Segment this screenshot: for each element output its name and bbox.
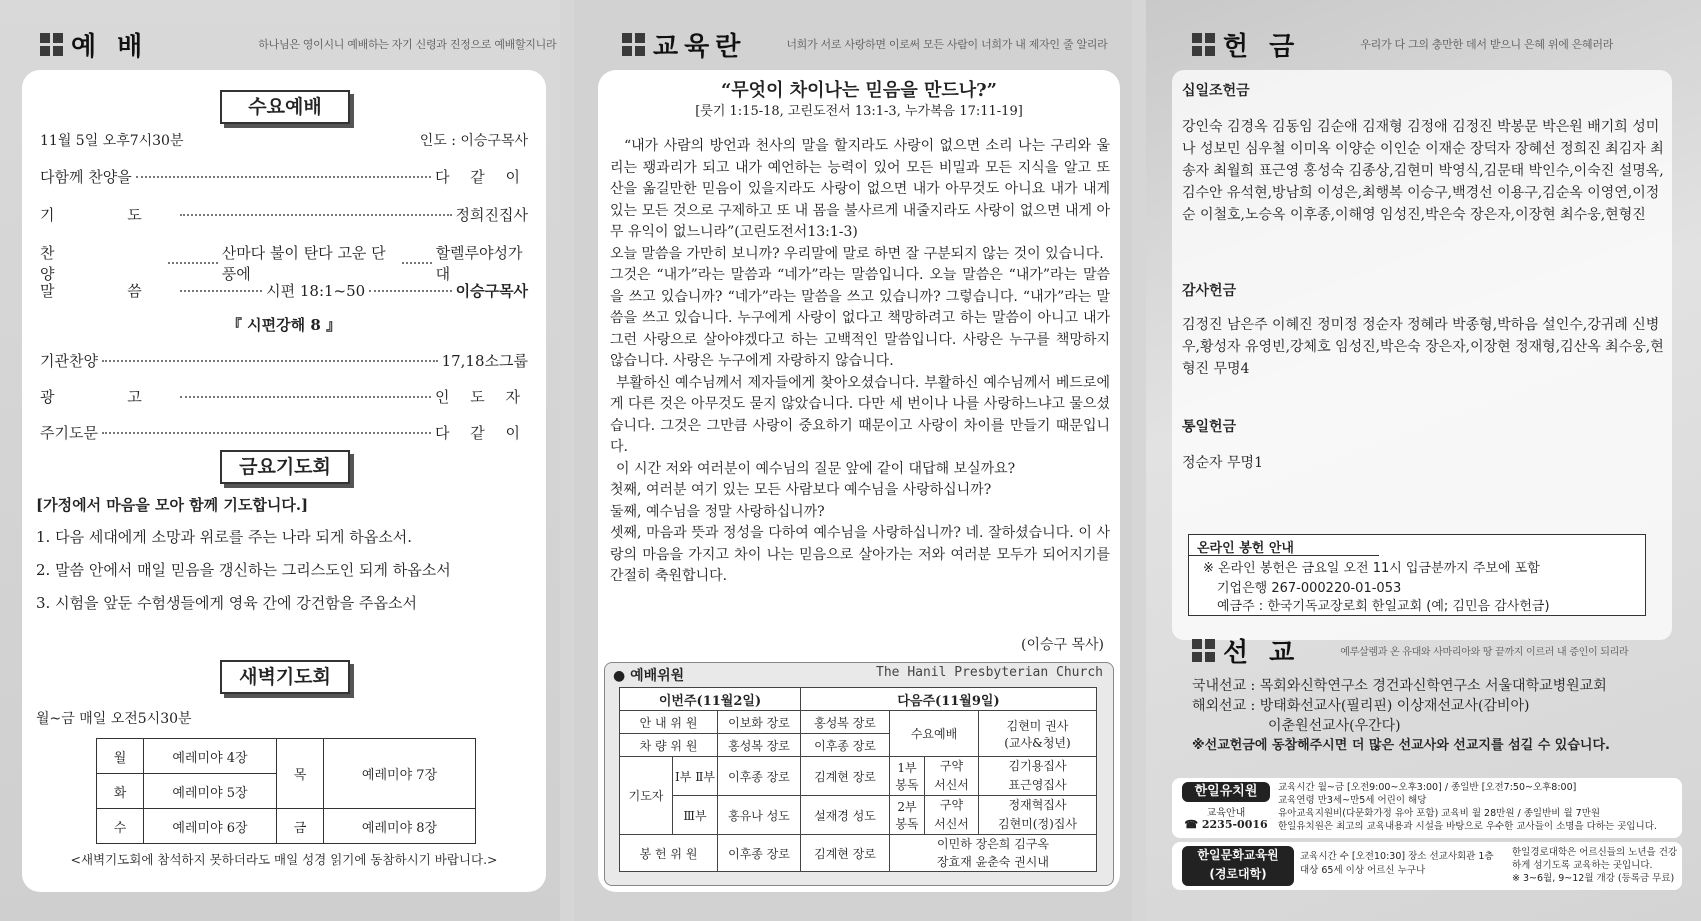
prayer-item: 1. 다음 세대에게 소망과 위로를 주는 나라 되게 하옵소서. — [36, 528, 413, 546]
senior-line: ※ 3~6월, 9~12월 개강 (등록금 무료) — [1512, 873, 1675, 884]
thanks-title: 감사헌금 — [1182, 283, 1237, 299]
senior-tag — [1182, 846, 1294, 886]
education-card — [598, 70, 1120, 892]
order-label: 말 씀 — [40, 282, 176, 300]
day-cell: 목 — [277, 739, 324, 809]
senior-box — [1172, 842, 1682, 890]
part-label: 1부 봉독 — [895, 761, 919, 792]
table-row — [620, 796, 1097, 835]
sermon-paragraph: 셋째, 마음과 뜻과 정성을 다하여 예수님을 사랑하십니까? 네. 잘하셨습니다. 이 사랑의 마음을 가지고 차이 나는 믿음으로 살아가는 저와 여러분 모두가 되어지기를 간절히 축원합니다. — [610, 525, 1110, 584]
offering-title: 헌 금 — [1223, 31, 1301, 62]
offering-subtitle: 우리가 다 그의 충만한 데서 받으니 은혜 위에 은혜러라 — [1360, 38, 1614, 51]
reader-name: 김현미(정)집사 — [998, 817, 1077, 831]
senior-line: 교육시간 수 [오전10:30] 장소 선교사회관 1층 — [1300, 851, 1494, 862]
wednesday-date: 11월 5일 오후7시30분 — [40, 133, 184, 149]
order-value: 다 같 이 — [434, 424, 528, 442]
suyo-name: 김현미 권사 — [1006, 718, 1069, 733]
grid-icon — [1192, 33, 1215, 56]
reading-cell — [890, 757, 979, 796]
online-holder: 예금주 : 한국기독교장로회 한일교회 (예; 김민음 감사헌금) — [1217, 599, 1550, 614]
mission-header — [1192, 630, 1628, 670]
committee-title: ● 예배위원 — [613, 668, 685, 684]
order-value: 이승구목사 — [455, 282, 529, 300]
worship-subtitle: 하나님은 영이시니 예배하는 자기 신령과 진정으로 예배할지니라 — [258, 38, 557, 51]
role-cell: 수요예배 — [890, 711, 979, 757]
reading-role: 서신서 — [934, 778, 969, 792]
name-cell: 이후종 장로 — [718, 835, 801, 872]
order-item — [40, 422, 528, 443]
grid-icon — [1192, 639, 1215, 662]
name-cell — [890, 835, 1097, 872]
name-cell — [979, 796, 1097, 835]
kinder-sub: 교육안내 — [1206, 808, 1246, 819]
table-row — [97, 739, 476, 774]
senior-tag-line: (경로대학) — [1209, 867, 1267, 881]
senior-line: 대상 65세 이상 어르신 누구나 — [1300, 865, 1426, 876]
worship-title: 예 배 — [71, 31, 149, 62]
day-cell: 금 — [277, 809, 324, 844]
order-value: 정희진집사 — [455, 206, 528, 224]
part-label: 2부 봉독 — [895, 800, 919, 831]
overseas-mission: 이춘원선교사(우간다) — [1268, 718, 1401, 734]
sermon-paragraph: 이 시간 저와 여러분이 예수님의 질문 앞에 같이 대답해 보실까요? — [616, 460, 1016, 477]
name-cell: 홍성복 장로 — [801, 711, 890, 734]
online-box — [1188, 534, 1646, 616]
kinder-info — [1278, 781, 1657, 833]
name-cell: 홍성복 장로 — [718, 734, 801, 757]
name-cell: 이후종 장로 — [801, 734, 890, 757]
dawn-schedule — [96, 738, 476, 844]
sermon-paragraph: 둘째, 예수님을 정말 사랑하십니까? — [610, 503, 825, 520]
senior-info — [1300, 850, 1494, 878]
reader-name: 김기용집사 — [1008, 759, 1067, 773]
online-note: ※ 온라인 봉헌은 금요일 오전 11시 입금분까지 주보에 포함 — [1203, 561, 1540, 576]
kinder-line: 교육시간 월~금 [오전9:00~오후3:00] / 종일반 [오전7:50~오후8:00] — [1278, 782, 1577, 793]
unity-title: 통일헌금 — [1182, 419, 1237, 435]
worship-header — [40, 24, 556, 64]
order-mid: 산마다 불이 탄다 고운 단풍에 — [221, 244, 386, 283]
order-label: 광 고 — [40, 388, 176, 406]
reading-cell: 예레미야 5장 — [144, 774, 277, 809]
mission-list — [1192, 676, 1610, 756]
sermon-heading: “무엇이 차이나는 믿음을 만드나?” — [720, 80, 998, 101]
table-row — [620, 835, 1097, 872]
prayer-item: 2. 말씀 안에서 매일 믿음을 갱신하는 그리스도인 되게 하옵소서 — [36, 561, 451, 579]
offering-area — [1172, 70, 1672, 640]
order-label: 기관찬양 — [40, 352, 98, 370]
order-item — [40, 204, 528, 225]
reading-role: 구약 — [939, 798, 964, 812]
wednesday-title: 수요예배 — [220, 90, 350, 124]
order-label: 기 도 — [40, 206, 176, 224]
dawn-time: 월~금 매일 오전5시30분 — [36, 711, 192, 727]
table-row — [620, 711, 1097, 734]
wednesday-leader: 인도 : 이승구목사 — [419, 133, 528, 149]
sub-cell: Ⅲ부 — [673, 796, 718, 835]
role-cell: 안 내 위 원 — [620, 711, 718, 734]
order-value: 인 도 자 — [434, 388, 528, 406]
reading-roles — [924, 796, 978, 834]
sermon-signature: (이승구 목사) — [1021, 637, 1104, 653]
overseas-mission: 해외선교 : 방태화선교사(필리핀) 이상재선교사(감비아) — [1192, 698, 1530, 714]
domestic-mission: 국내선교 : 목회와신학연구소 경건과신학연구소 서울대학교병원교회 — [1192, 678, 1607, 694]
name-cell: 김계현 장로 — [801, 757, 890, 796]
order-value: 17,18소그룹 — [441, 352, 528, 370]
mission-note: ※선교헌금에 동참해주시면 더 많은 선교사와 선교지를 섬길 수 있습니다. — [1192, 738, 1610, 753]
sermon-paragraph: 오늘 말씀을 가만히 보니까? 우리말에 말로 하면 잘 구분되지 않는 것이 있습니다. — [610, 245, 1104, 262]
offering-header — [1192, 24, 1613, 64]
reader-name: 정재혁집사 — [1008, 798, 1067, 812]
kinder-tag: 한일유치원 — [1182, 782, 1270, 802]
sub-cell: Ⅰ부 Ⅱ부 — [673, 757, 718, 796]
kinder-phone: ☎ 2235-0016 — [1184, 818, 1268, 831]
kinder-box — [1172, 778, 1682, 838]
usher-names: 장효재 윤춘숙 권시내 — [937, 855, 1049, 869]
name-cell — [979, 711, 1097, 757]
reading-cell — [890, 796, 979, 835]
committee-table — [619, 687, 1097, 872]
mission-subtitle: 예루살렘과 온 유대와 사마리아와 땅 끝까지 이르러 내 증인이 되리라 — [1340, 646, 1629, 658]
day-cell: 수 — [97, 809, 144, 844]
dawn-title: 새벽기도회 — [220, 660, 350, 694]
kinder-line: 유아교육지원비(다문화가정 유아 포함) 교육비 월 28만원 / 종일반비 월 7만원 — [1278, 808, 1601, 819]
sermon-paragraph: 부활하신 예수님께서 제자들에게 찾아오셨습니다. 부활하신 예수님께서 베드로에게 다른 것은 아무것도 묻지 않았습니다. 다만 세 번이나 나를 사랑하느냐고 물으셨습니다. 그것은 그만큼 사랑이 중요하기 때문이고 사랑이 차이를 만들기 때문입니다. — [610, 374, 1110, 455]
order-item — [40, 386, 528, 407]
sermon-body — [610, 136, 1110, 588]
order-item — [40, 166, 528, 187]
grid-icon — [40, 33, 63, 56]
worship-card — [22, 70, 546, 892]
sermon-title: 『 시편강해 8 』 — [226, 316, 342, 334]
tithe-title: 십일조헌금 — [1182, 83, 1250, 99]
day-cell: 월 — [97, 739, 144, 774]
role-cell: 봉 헌 위 원 — [620, 835, 718, 872]
name-cell: 이보화 장로 — [718, 711, 801, 734]
prayer-item: 3. 시험을 앞둔 수험생들에게 영육 간에 강건함을 주옵소서 — [36, 594, 417, 612]
next-week-header: 다음주(11월9일) — [801, 688, 1097, 711]
this-week-header: 이번주(11월2일) — [620, 688, 801, 711]
order-mid: 시편 18:1~50 — [266, 282, 366, 300]
name-cell — [979, 757, 1097, 796]
reader-name: 표근영집사 — [1008, 778, 1067, 792]
name-cell: 홍유나 성도 — [718, 796, 801, 835]
sermon-paragraph: 그것은 “내가”라는 말씀과 “네가”라는 말씀입니다. 오늘 말씀은 “내가”라는 말씀을 쓰고 있습니까? “네가”라는 말씀을 쓰고 있습니까? 그렇습니다. “내가”라는 말씀을 쓰고 있습니다. 누구에게 사랑이 없다고 책망하려고 하는 말씀이 아니고 내가 그런 사랑으로 살아야겠다고 하는 고백적인 말씀입니다. 사랑은 누구를 책망하지 않습니다. 사랑은 누구에게 자랑하지 않습니다. — [610, 267, 1110, 369]
kinder-line: 교육연령 만3세~만5세 어린이 해당 — [1278, 795, 1427, 806]
dawn-note: <새벽기도회에 참석하지 못하더라도 매일 성경 읽기에 동참하시기 바랍니다.> — [70, 852, 498, 867]
tithe-list: 강인숙 김경옥 김동임 김순애 김재형 김정애 김정진 박봉문 박은원 배기희 성미나 성보민 심우철 이미옥 이양순 이인순 이재순 장덕자 장혜선 정희진 최김자 최송자 최월희 표근영 홍성숙 김종상,김현미 박영식,김문태 박인수,이숙진 설명옥,김수안 유석현,방남희 이성은,최행복 이승구,백경선 이용구,김순옥 이영연,이정순 이철호,노승옥 이후종,이해영 임성진,박은숙 장은자,이장현 최수웅,현형진 — [1182, 119, 1664, 223]
mission-title: 선 교 — [1223, 637, 1301, 668]
day-cell: 화 — [97, 774, 144, 809]
order-value: 다 같 이 — [434, 168, 528, 186]
education-header — [622, 24, 1107, 64]
table-row — [620, 688, 1097, 711]
order-label: 주기도문 — [40, 424, 98, 442]
order-value: 할렐루야성가대 — [435, 244, 523, 283]
reading-cell: 예레미야 8장 — [324, 809, 476, 844]
sermon-paragraph: “내가 사람의 방언과 천사의 말을 할지라도 사랑이 없으면 소리 나는 구리와 울리는 꽹과리가 되고 내가 예언하는 능력이 있어 모든 비밀과 모든 지식을 알고 또 산을 옮길만한 믿음이 있을지라도 사랑이 없으면 내가 아무것도 아니요 내가 내게 있는 모든 것으로 구제하고 또 내 몸을 불사르게 내줄지라도 사랑이 없으면 내게 아무 유익이 없느니라”(고린도전서13:1-3) — [610, 138, 1110, 240]
reading-cell: 예레미야 7장 — [324, 739, 476, 809]
name-cell: 김계현 장로 — [801, 835, 890, 872]
friday-title: 금요기도회 — [220, 450, 350, 484]
order-label: 찬 양 — [40, 244, 89, 283]
church-name: The Hanil Presbyterian Church — [876, 665, 1103, 680]
senior-desc — [1512, 846, 1678, 885]
reading-role: 서신서 — [934, 817, 969, 831]
senior-tag-line: 한일문화교육원 — [1197, 848, 1279, 862]
order-label: 다함께 찬양을 — [40, 168, 132, 186]
table-row — [97, 809, 476, 844]
senior-line: 한일경로대학은 어르신들의 노년을 건강하게 섬기도록 교육하는 곳입니다. — [1512, 847, 1678, 871]
role-cell: 차 량 위 원 — [620, 734, 718, 757]
reading-cell: 예레미야 6장 — [144, 809, 277, 844]
order-item — [40, 350, 528, 371]
education-title: 교육란 — [653, 31, 747, 62]
online-title: 온라인 봉헌 안내 — [1197, 541, 1294, 556]
sermon-refs: [룻기 1:15-18, 고린도전서 13:1-3, 누가복음 17:11-19] — [695, 104, 1023, 119]
education-subtitle: 너희가 서로 사랑하면 이로써 모든 사람이 너희가 내 제자인 줄 알리라 — [786, 38, 1108, 51]
name-cell: 설재경 성도 — [801, 796, 890, 835]
online-account: 기업은행 267-000220-01-053 — [1217, 581, 1402, 596]
friday-heading: [가정에서 마음을 모아 함께 기도합니다.] — [36, 496, 309, 514]
committee-box — [604, 662, 1114, 886]
role-cell: 기도자 — [620, 757, 673, 835]
reading-roles — [924, 757, 978, 795]
thanks-list: 김정진 남은주 이혜진 정미정 정순자 정혜라 박종형,박하음 설인수,강귀례 신병우,황성자 유영빈,강체호 임성진,박은숙 장은자,이장현 정재형,김산옥 최수웅,현형진 무명4 — [1182, 317, 1664, 377]
table-row — [620, 757, 1097, 796]
sermon-paragraph: 첫째, 여러분 여기 있는 모든 사람보다 예수님을 사랑하십니까? — [610, 482, 992, 498]
usher-names: 이민하 장은희 김구옥 — [937, 837, 1049, 851]
reading-role: 구약 — [939, 759, 964, 773]
grid-icon — [622, 33, 645, 56]
unity-list: 정순자 무명1 — [1182, 455, 1263, 471]
name-cell: 이후종 장로 — [718, 757, 801, 796]
order-item — [40, 242, 528, 284]
wednesday-info — [40, 130, 528, 150]
order-item — [40, 280, 528, 301]
kinder-line: 한일유치원은 최고의 교육내용과 시설을 바탕으로 우수한 교사들이 소명을 다하는 곳입니다. — [1278, 821, 1657, 832]
suyo-sub: (교사&청년) — [1004, 735, 1071, 750]
reading-cell: 예레미야 4장 — [144, 739, 277, 774]
